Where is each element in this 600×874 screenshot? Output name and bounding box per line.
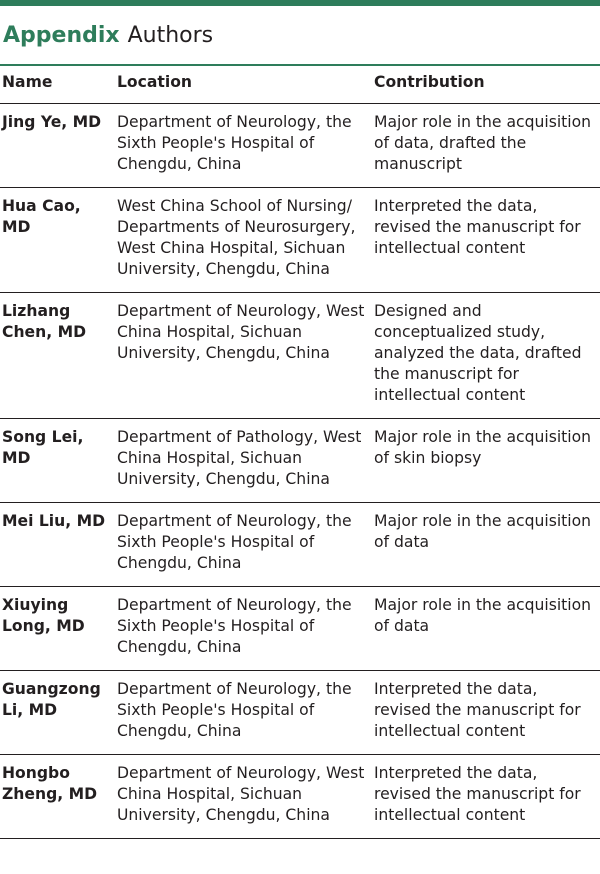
author-name: Mei Liu, MD [0,503,117,587]
author-location: Department of Neurology, West China Hospital, Sichuan University, Chengdu, China [117,293,374,419]
table-header-row [0,66,600,104]
author-contribution: Major role in the acquisition of data [374,503,600,587]
table-row [0,104,600,188]
appendix-name: Authors [127,23,214,48]
header-location: Location [117,66,374,104]
author-name: Hua Cao, MD [0,188,117,293]
table-row [0,503,600,587]
author-name: Lizhang Chen, MD [0,293,117,419]
table-row [0,419,600,503]
table-row [0,755,600,839]
author-contribution: Major role in the acquisition of data, drafted the manuscript [374,104,600,188]
author-location: Department of Pathology, West China Hospital, Sichuan University, Chengdu, China [117,419,374,503]
appendix-label: Appendix [3,23,120,48]
header-contribution: Contribution [374,66,600,104]
author-name: Jing Ye, MD [0,104,117,188]
author-contribution: Designed and conceptualized study, analyzed the data, drafted the manuscript for intellectual content [374,293,600,419]
author-location: Department of Neurology, the Sixth People's Hospital of Chengdu, China [117,503,374,587]
author-contribution: Major role in the acquisition of data [374,587,600,671]
appendix-title [3,22,213,50]
author-location: Department of Neurology, the Sixth People's Hospital of Chengdu, China [117,671,374,755]
author-location: Department of Neurology, the Sixth People's Hospital of Chengdu, China [117,587,374,671]
author-contribution: Interpreted the data, revised the manuscript for intellectual content [374,755,600,839]
top-accent-bar [0,0,600,6]
author-name: Xiuying Long, MD [0,587,117,671]
author-name: Song Lei, MD [0,419,117,503]
author-location: Department of Neurology, West China Hospital, Sichuan University, Chengdu, China [117,755,374,839]
table-row [0,587,600,671]
author-contribution: Major role in the acquisition of skin biopsy [374,419,600,503]
author-contribution: Interpreted the data, revised the manuscript for intellectual content [374,188,600,293]
author-location: West China School of Nursing/ Departments of Neurosurgery, West China Hospital, Sichuan University, Chengdu, China [117,188,374,293]
author-name: Guangzong Li, MD [0,671,117,755]
table-row [0,188,600,293]
authors-table [0,66,600,839]
table-row [0,293,600,419]
header-name: Name [0,66,117,104]
table-row [0,671,600,755]
author-name: Hongbo Zheng, MD [0,755,117,839]
author-contribution: Interpreted the data, revised the manuscript for intellectual content [374,671,600,755]
author-location: Department of Neurology, the Sixth People's Hospital of Chengdu, China [117,104,374,188]
